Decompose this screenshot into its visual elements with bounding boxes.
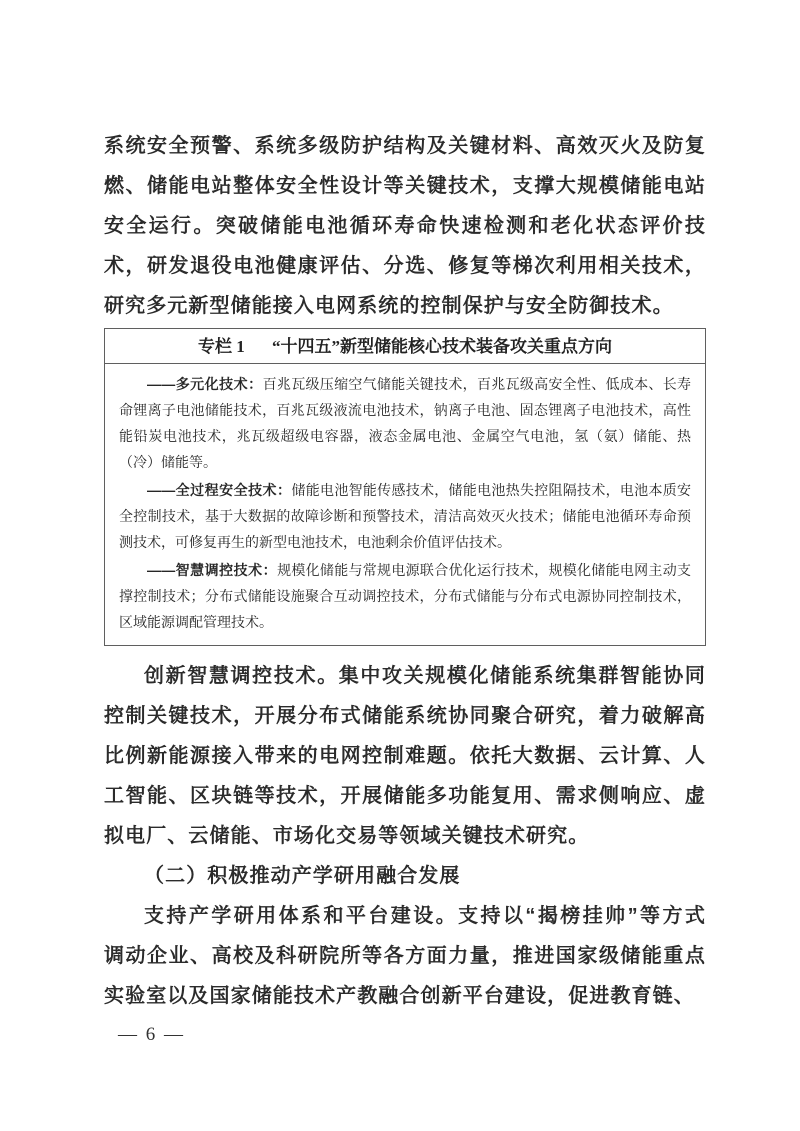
intro-line: 系统安全预警、系统多级防护结构及关键材料、高效灭火及防复 [104, 135, 706, 157]
box-paragraph-line: 测技术，可修复再生的新型电池技术，电池剩余价值评估技术。 [119, 536, 511, 551]
page-number: — 6 — [118, 1024, 185, 1045]
support-para-line: 支持产学研用体系和平台建设。支持以“揭榜挂帅”等方式 [144, 905, 706, 927]
box-paragraph-line: 能铅炭电池技术，兆瓦级超级电容器，液态金属电池、金属空气电池，氢（氨）储能、热 [119, 430, 691, 445]
box-paragraph-line [119, 557, 691, 585]
highlight-box-title [105, 329, 705, 364]
smart-para-line: 比例新能源接入带来的电网控制难题。依托大数据、云计算、人 [104, 745, 706, 767]
box-title-text: “十四五”新型储能核心技术装备攻关重点方向 [271, 337, 612, 356]
box-paragraph-lead-text: 规模化储能与常规电源联合优化运行技术，规模化储能电网主动支 [277, 564, 692, 579]
highlight-box [104, 328, 706, 646]
smart-para-line: 控制关键技术，开展分布式储能系统协同聚合研究，着力破解高 [104, 705, 706, 727]
box-paragraph-lead-text: 百兆瓦级压缩空气储能关键技术，百兆瓦级高安全性、低成本、长寿 [262, 378, 691, 393]
support-para-line: 调动企业、高校及科研院所等各方面力量，推进国家级储能重点 [104, 945, 706, 967]
smart-para-line: 创新智慧调控技术。集中攻关规模化储能系统集群智能协同 [144, 665, 706, 687]
smart-para-line: 工智能、区块链等技术，开展储能多功能复用、需求侧响应、虚 [104, 785, 706, 807]
highlight-box-body [105, 364, 705, 645]
box-paragraph-line: 命锂离子电池储能技术，百兆瓦级液流电池技术，钠离子电池、固态锂离子电池技术，高性 [119, 404, 691, 419]
intro-line: 燃、储能电站整体安全性设计等关键技术，支撑大规模储能电站 [104, 175, 706, 197]
box-paragraph-line: （冷）储能等。 [119, 456, 217, 471]
smart-para-line: 拟电厂、云储能、市场化交易等领域关键技术研究。 [104, 825, 590, 847]
box-paragraph-line [119, 371, 691, 399]
intro-line: 安全运行。突破储能电池循环寿命快速检测和老化状态评价技 [104, 215, 706, 237]
section-heading: （二）积极推动产学研用融合发展 [144, 865, 461, 887]
intro-line: 术，研发退役电池健康评估、分选、修复等梯次利用相关技术， [104, 255, 706, 277]
box-paragraph-label: ——全过程安全技术： [147, 482, 292, 498]
box-paragraph-line [119, 477, 691, 505]
spacer [104, 646, 706, 656]
support-para-line: 实验室以及国家储能技术产教融合创新平台建设，促进教育链、 [104, 985, 695, 1007]
box-paragraph-label: ——智慧调控技术： [147, 562, 278, 578]
box-paragraph-line: 全控制技术，基于大数据的故障诊断和预警技术，清洁高效灭火技术；储能电池循环寿命预 [119, 510, 691, 525]
box-paragraph-label: ——多元化技术： [147, 376, 263, 392]
box-paragraph-line: 撑控制技术；分布式储能设施聚合互动调控技术，分布式储能与分布式电源协同控制技术， [119, 590, 691, 605]
box-paragraph-lead-text: 储能电池智能传感技术，储能电池热失控阻隔技术，电池本质安 [291, 484, 691, 499]
box-title-label: 专栏 1 [198, 337, 245, 356]
intro-line: 研究多元新型储能接入电网系统的控制保护与安全防御技术。 [104, 295, 674, 317]
box-paragraph-line: 区域能源调配管理技术。 [119, 616, 273, 631]
